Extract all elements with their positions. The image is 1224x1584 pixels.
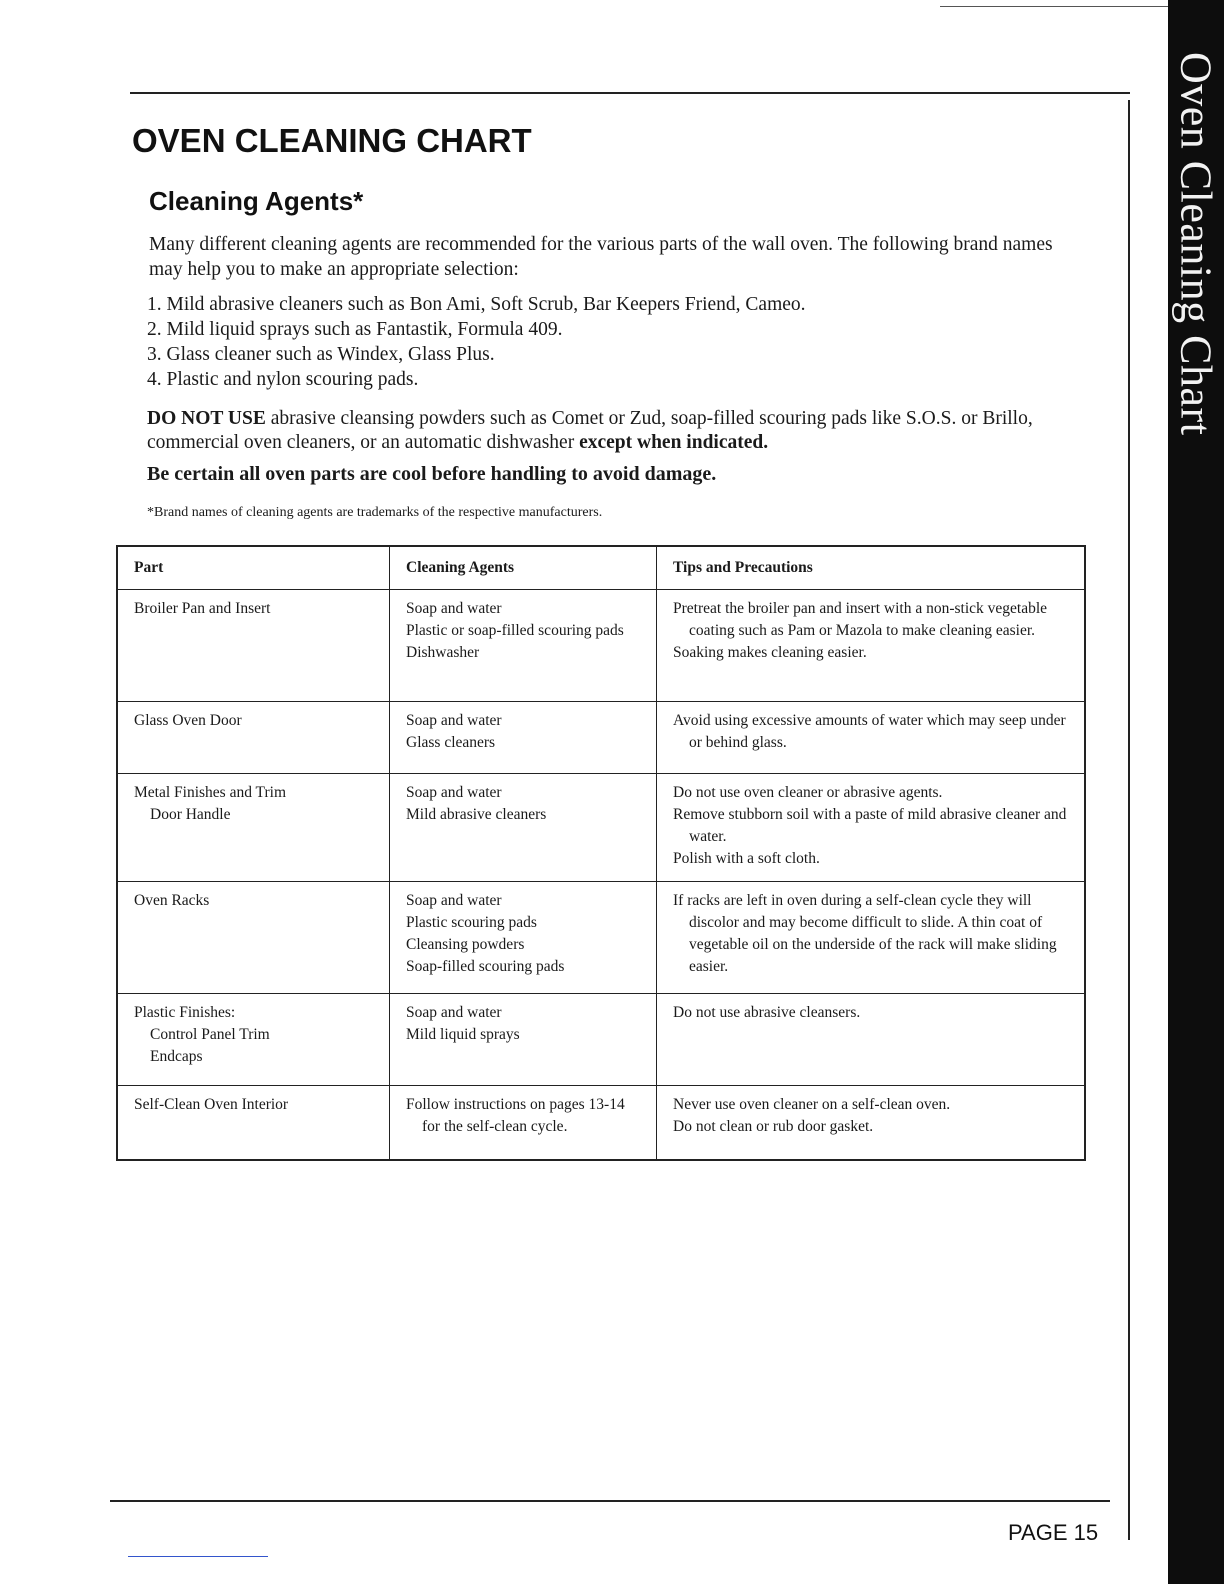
page-title: OVEN CLEANING CHART (132, 122, 532, 159)
tip-text: If racks are left in oven during a self-clean cycle they will discolor and may become difficult to slide. A thin coat of vegetable oil on the underside of the rack will make sliding easier. (673, 892, 1057, 975)
table-row (117, 702, 1085, 774)
part-text: Self-Clean Oven Interior (134, 1096, 289, 1113)
tip-text: Do not use abrasive cleansers. (673, 1004, 861, 1021)
agent-text: Mild liquid sprays (406, 1026, 520, 1043)
part-text: Plastic Finishes: (134, 1004, 236, 1021)
agent-text: Soap and water (406, 712, 502, 729)
part-cell (117, 774, 390, 882)
agent-text: Soap and water (406, 1004, 502, 1021)
agent-text: Plastic scouring pads (406, 914, 537, 931)
agents-cell (390, 590, 657, 702)
list-item: 1. Mild abrasive cleaners such as Bon Ami, Soft Scrub, Bar Keepers Friend, Cameo. (147, 294, 806, 315)
part-cell (117, 590, 390, 702)
header-cleaning-agents: Cleaning Agents (390, 546, 657, 590)
tips-cell (657, 774, 1086, 882)
tips-cell (657, 590, 1086, 702)
tip-text: Remove stubborn soil with a paste of mild abrasive cleaner and water. (673, 806, 1067, 845)
agents-cell (390, 994, 657, 1086)
tips-cell (657, 994, 1086, 1086)
agent-text: Cleansing powders (406, 936, 525, 953)
header-part: Part (117, 546, 390, 590)
part-text: Oven Racks (134, 892, 210, 909)
part-text: Door Handle (150, 806, 231, 823)
tip-text: Avoid using excessive amounts of water which may seep under or behind glass. (673, 712, 1066, 751)
header-tips: Tips and Precautions (657, 546, 1086, 590)
list-item: 3. Glass cleaner such as Windex, Glass Plus. (147, 344, 495, 365)
part-text: Metal Finishes and Trim (134, 784, 287, 801)
tip-text: Never use oven cleaner on a self-clean oven. (673, 1096, 951, 1113)
intro-paragraph: Many different cleaning agents are recommended for the various parts of the wall oven. The following brand names may help you to make an appropriate selection: (149, 234, 1053, 280)
table-row (117, 774, 1085, 882)
agent-text: Soap and water (406, 784, 502, 801)
table-row (117, 882, 1085, 994)
agent-text: Plastic or soap-filled scouring pads (406, 622, 624, 639)
tips-cell (657, 702, 1086, 774)
agents-cell (390, 1086, 657, 1160)
part-cell (117, 882, 390, 994)
table-row (117, 1086, 1085, 1160)
tip-text: Do not clean or rub door gasket. (673, 1118, 874, 1135)
agent-text: Glass cleaners (406, 734, 496, 751)
right-rule (1128, 100, 1130, 1540)
agent-text: Dishwasher (406, 644, 480, 661)
tip-text: Pretreat the broiler pan and insert with a non-stick vegetable coating such as Pam or Mazola to make cleaning easier. (673, 600, 1048, 639)
list-item: 2. Mild liquid sprays such as Fantastik, Formula 409. (147, 319, 563, 340)
tips-cell (657, 882, 1086, 994)
footer-link-rule (128, 1556, 268, 1557)
warning-lead: DO NOT USE (147, 408, 266, 429)
bottom-rule (110, 1500, 1110, 1502)
part-text: Endcaps (150, 1048, 203, 1065)
page-number: PAGE 15 (1008, 1520, 1099, 1545)
tip-text: Do not use oven cleaner or abrasive agents. (673, 784, 943, 801)
agent-text: Soap-filled scouring pads (406, 958, 565, 975)
part-text: Broiler Pan and Insert (134, 600, 271, 617)
tips-cell (657, 1086, 1086, 1160)
top-rule (130, 92, 1130, 94)
part-cell (117, 994, 390, 1086)
warning-tail: except when indicated. (579, 432, 769, 453)
part-text: Glass Oven Door (134, 712, 242, 729)
part-cell (117, 702, 390, 774)
agents-cell (390, 702, 657, 774)
tip-text: Polish with a soft cloth. (673, 850, 820, 867)
agents-cell (390, 882, 657, 994)
section-title: Cleaning Agents* (149, 186, 364, 216)
agents-list (147, 292, 1047, 392)
part-text: Control Panel Trim (150, 1026, 270, 1043)
table-row (117, 590, 1085, 702)
warning-paragraph (147, 407, 1107, 455)
list-item: 4. Plastic and nylon scouring pads. (147, 369, 419, 390)
agent-text: Follow instructions on pages 13-14 for the self-clean cycle. (406, 1096, 625, 1135)
caution-text: Be certain all oven parts are cool before handling to avoid damage. (147, 463, 717, 485)
agent-text: Soap and water (406, 600, 502, 617)
part-cell (117, 1086, 390, 1160)
agent-text: Mild abrasive cleaners (406, 806, 547, 823)
agents-cell (390, 774, 657, 882)
footnote: *Brand names of cleaning agents are trademarks of the respective manufacturers. (147, 505, 603, 520)
table-row (117, 994, 1085, 1086)
side-tab-label: Oven Cleaning Chart (1171, 52, 1221, 436)
warning-body: abrasive cleansing powders such as Comet or Zud, soap-filled scouring pads like S.O.S. or Brillo, commercial oven cleaners, or an automatic dishwasher (147, 408, 1033, 453)
tip-text: Soaking makes cleaning easier. (673, 644, 867, 661)
table-header-row (117, 546, 1085, 590)
agent-text: Soap and water (406, 892, 502, 909)
cleaning-chart-table (116, 545, 1086, 1161)
